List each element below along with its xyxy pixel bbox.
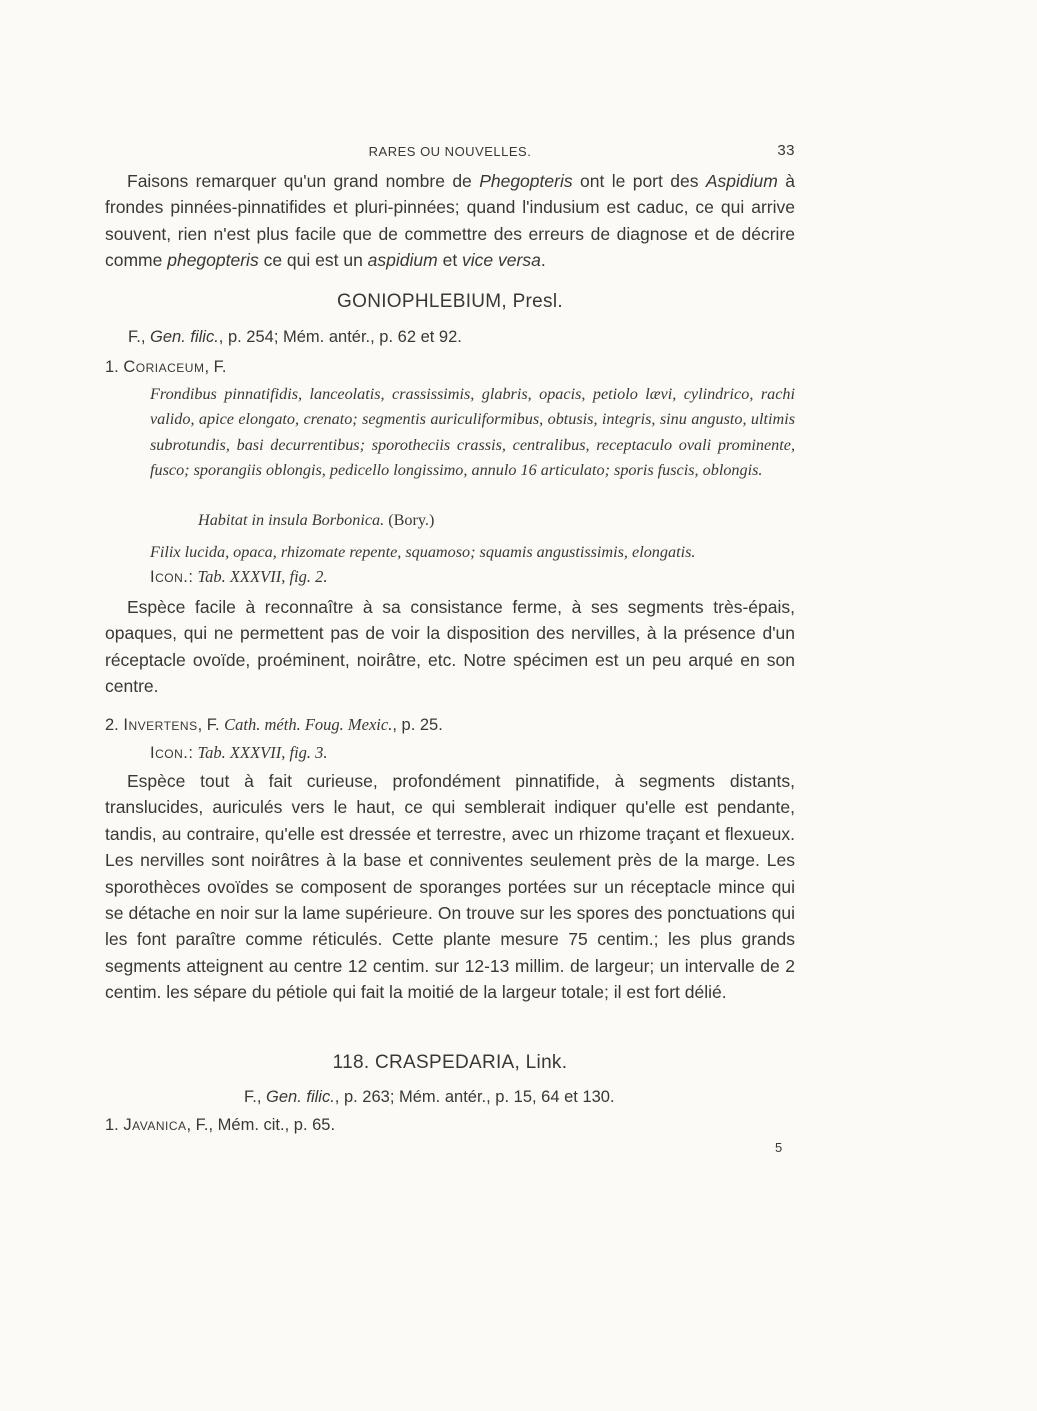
signature-mark: 5 [775, 1140, 783, 1155]
species-description-latin: Frondibus pinnatifidis, lanceolatis, crassissimis, glabris, opacis, petiolo lævi, cylindrico, rachi valido, apice elongato, crenato; segmentis auriculiformibus, obtusis, integris, sinu angusto, ultimis subrotundis, basi decurrentibus; sporotheciis crassis, centralibus, receptaculo ovali prominente, fusco; sporangiis oblongis, pedicello longissimo, annulo 16 articulato; sporis fuscis, oblongis. [150, 385, 795, 479]
filix-description: Filix lucida, opaca, rhizomate repente, squamoso; squamis angustissimis, elongatis. [150, 543, 696, 561]
page-number: 33 [777, 142, 795, 159]
icon-reference-2: Icon.: Tab. XXXVII, fig. 3. [150, 743, 328, 762]
species-heading-invertens: 2. Invertens, F. Cath. méth. Foug. Mexic., p. 25. [105, 715, 443, 734]
genus-heading-craspedaria: 118. CRASPEDARIA, Link. [332, 1052, 568, 1073]
habitat-line: Habitat in insula Borbonica. (Bory.) [198, 511, 435, 529]
species-heading-coriaceum: 1. Coriaceum, F. [105, 358, 227, 376]
species-heading-javanica: 1. Javanica, F., Mém. cit., p. 65. [105, 1116, 336, 1134]
genus-reference-2: F., Gen. filic., p. 263; Mém. antér., p. 15, 64 et 130. [244, 1088, 615, 1106]
species-remark-invertens: Espèce tout à fait curieuse, profondément pinnatifide, à segments distants, translucides, auriculés vers le haut, ce qui semblerait indiquer qu'elle est pendante, tandis, au contraire, qu'elle est dressée et terrestre, avec un rhizome traçant et flexueux. Les nervilles sont noirâtres à la base et conniventes seulement près de la marge. Les sporothèces ovoïdes se composent de sporanges portées sur un réceptacle mince qui se détache en noir sur la lame supérieure. On trouve sur les spores des ponctuations qui les font paraître comme réticulés. Cette plante mesure 75 centim.; les plus grands segments atteignent au centre 12 centim. sur 12-13 millim. de largeur; un intervalle de 2 centim. les sépare du pétiole qui fait la moitié de la largeur totale; il est fort délié. [105, 771, 795, 1003]
intro-paragraph: Faisons remarquer qu'un grand nombre de Phegopteris ont le port des Aspidium à frondes pinnées-pinnatifides et pluri-pinnées; quand l'indusium est caduc, ce qui arrive souvent, rien n'est plus facile que de commettre des erreurs de diagnose et de décrire comme phegopteris ce qui est un aspidium et vice versa. [105, 171, 795, 271]
species-remark-coriaceum: Espèce facile à reconnaître à sa consistance ferme, à ses segments très-épais, opaques, qui ne permettent pas de voir la disposition des nervilles, à la présence d'un réceptacle ovoïde, proéminent, noirâtre, etc. Notre spécimen est un peu arqué en son centre. [105, 597, 795, 697]
running-head-title: RARES OU NOUVELLES. [368, 144, 532, 159]
icon-reference-1: Icon.: Tab. XXXVII, fig. 2. [150, 567, 328, 586]
genus-heading-goniophlebium: GONIOPHLEBIUM, Presl. [337, 291, 563, 312]
genus-reference: F., Gen. filic., p. 254; Mém. antér., p. 62 et 92. [128, 328, 462, 346]
